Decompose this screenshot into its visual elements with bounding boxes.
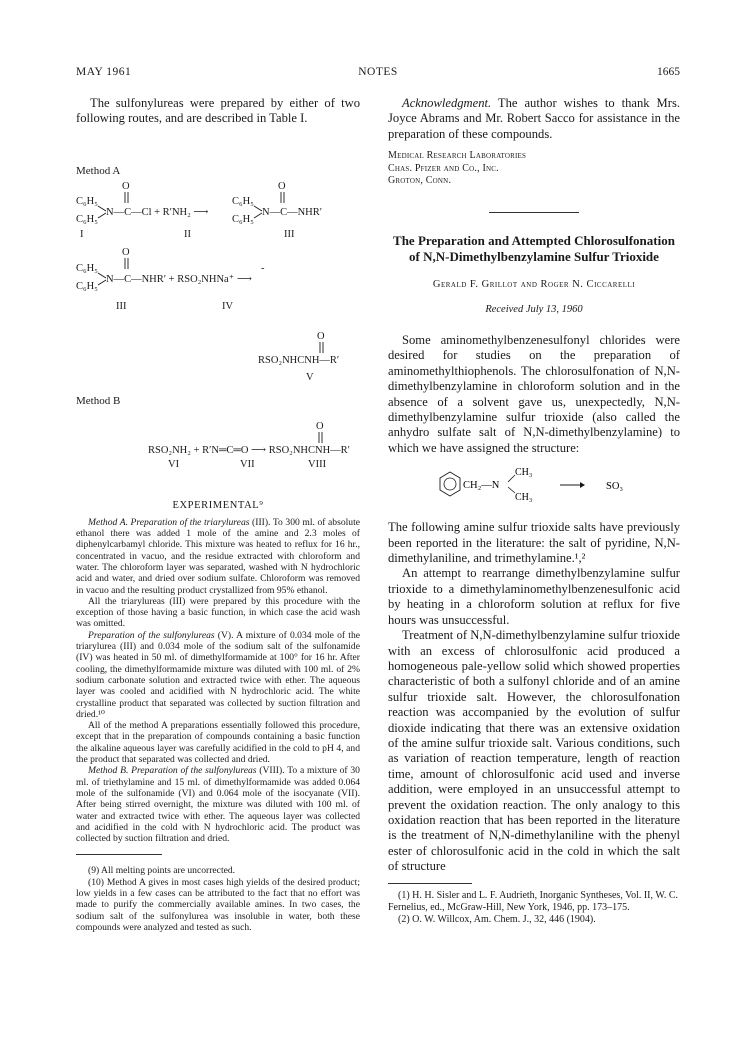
affiliation-line-2: Chas. Pfizer and Co., Inc. — [388, 162, 499, 174]
exp-sulfonylureas-title: Preparation of the sulfonylureas — [88, 629, 215, 641]
exp-method-b-text: (VIII). To a mixture of 30 ml. of triethylamine and 15 ml. of dimethylformamide was added 0.064 mole of the sulfonamide (VI) and 0.064 mole of the isocyanate (VII). After being stirred overnight, the mixture was diluted with 100 ml. of water and extracted twice with ether. The aqueous layer was collected and acidified in the cold with N hydrochloric acid. The product was collected by suction filtration and dried. — [76, 765, 360, 845]
exp-method-b-paragraph — [76, 765, 360, 844]
scheme-label-II: II — [184, 228, 191, 240]
acknowledgment-paragraph — [388, 96, 680, 142]
page-number: 1665 — [657, 66, 680, 78]
scheme-minus: - — [261, 262, 265, 274]
scheme-phenyl-1c: C₆H₅ — [232, 195, 254, 207]
scheme-label-VII: VII — [240, 458, 255, 470]
scheme-r1-reactants: N—C—Cl + R′NH₂ ⟶ — [106, 206, 209, 218]
experimental-heading: EXPERIMENTAL⁹ — [172, 499, 264, 511]
scheme-bond-1b — [98, 213, 106, 218]
acknowledgment-text: The author wishes to thank Mrs. Joyce Abrams and Mr. Robert Sacco for assistance in the preparation of these compounds. — [388, 96, 680, 141]
body-paragraph-4: Treatment of N,N-dimethylbenzylamine sulfur trioxide with an excess of chlorosulfonic acid produced a homogeneous pale-yellow solid which showed properties characteristic of both a sulfonyl chloride and of an amine sulfur trioxide salt. However, the chlorosulfonation reaction was accompanied by the evolution of sulfur dioxide indicating that there was an extensive oxidation of the amine sulfur trioxide salt. Various conditions, such as variation of reaction temperature, length of reaction time, amount of chlorosulfonic acid used and inverse addition, were employed in an unsuccessful attempt to prevent the oxidation reaction. The only analogy to this oxidation reaction that has been reported in the literature is the treatment of N,N-dimethylaniline with the phenyl ester of chlorosulfonic acid in the cold in which the salt of structure — [388, 628, 680, 874]
scheme-bond-1a — [98, 206, 106, 211]
scheme-r2-product: RSO₂NHCNH—R′ — [258, 354, 340, 366]
exp-method-a-note: All the triarylureas (III) were prepared by this procedure with the exception of those having a basic function, in which case the acid wash was omitted. — [76, 595, 360, 630]
scheme-label-V: V — [306, 371, 314, 383]
section-divider — [489, 212, 579, 213]
left-column — [76, 96, 360, 933]
structure-arrow-head — [580, 482, 585, 488]
scheme-label-VI: VI — [168, 458, 180, 470]
structure-diagram — [388, 460, 680, 516]
affiliation-block — [388, 150, 680, 188]
scheme-r1-product: N—C—NHR′ — [262, 206, 323, 218]
scheme-r2-reactants: N—C—NHR′ + RSO₂NHNa⁺ ⟶ — [106, 273, 252, 285]
structure-bond-down — [508, 487, 515, 493]
exp-sulfonylureas-text: (V). A mixture of 0.034 mole of the triarylurea (III) and 0.034 mole of the sodium salt of the sulfonamide (IV) was heated in 50 ml. of dimethylformamide at 100° for 16 hr. After cooling, the dimethylformamide mixture was diluted with 100 ml. of 2% sodium carbonate solution and extracted twice with ether. The aqueous layer was cooled and acidified with N hydrochloric acid. The white crystalline product that separated was collected by suction filtration and dried.¹⁰ — [76, 629, 360, 720]
header-section: NOTES — [358, 66, 398, 78]
footnote-1: (1) H. H. Sisler and L. F. Audrieth, Inorganic Syntheses, Vol. II, W. C. Fernelius, ed., McGraw-Hill, New York, 1946, pp. 173–175. — [388, 889, 679, 913]
footnote-2: (2) O. W. Willcox, Am. Chem. J., 32, 446 (1904). — [398, 914, 596, 925]
scheme-label-III-b: III — [116, 300, 127, 312]
scheme-r3: RSO₂NH₂ + R′N═C═O ⟶ RSO₂NHCNH—R′ — [148, 444, 350, 456]
affiliation-line-3: Groton, Conn. — [388, 175, 452, 187]
exp-sulfonylureas-paragraph — [76, 630, 360, 720]
exp-method-a-title: Method A. Preparation of the triarylureas — [88, 516, 250, 528]
affiliation-line-1: Medical Research Laboratories — [388, 150, 527, 162]
scheme-label-IV: IV — [222, 300, 234, 312]
intro-paragraph: The sulfonylureas were prepared by either of two following routes, and are described in Table I. — [76, 96, 360, 126]
scheme-bond-2a — [98, 273, 106, 278]
scheme-label-I: I — [80, 228, 84, 240]
scheme-phenyl-2b: C₆H₅ — [76, 280, 98, 292]
method-b-scheme — [76, 409, 360, 471]
header-date: MAY 1961 — [76, 66, 132, 78]
structure-ch3-bottom: CH₃ — [515, 492, 533, 504]
scheme-o-4: O — [317, 330, 325, 342]
method-b-label: Method B — [76, 394, 121, 407]
scheme-o-5: O — [316, 420, 324, 432]
scheme-phenyl-1b: C₆H₅ — [76, 213, 98, 225]
exp-method-a-paragraph — [76, 517, 360, 596]
exp-method-a-variation: All of the method A preparations essentially followed this procedure, except that in the preparation of compounds containing a basic function the alkaline aqueous layer was carefully acidified in the cold to pH 4, and the product that separated was collected and dried. — [76, 720, 360, 766]
scheme-label-III: III — [284, 228, 295, 240]
scheme-bond-2b — [98, 280, 106, 285]
scheme-phenyl-1a: C₆H₅ — [76, 195, 98, 207]
scheme-label-VIII: VIII — [308, 458, 327, 470]
benzene-ring — [440, 472, 460, 496]
structure-so3: SO₃ — [606, 481, 624, 493]
benzene-ring-circle — [444, 478, 456, 490]
structure-ch2n: CH₂—N — [463, 480, 500, 492]
method-a-scheme — [76, 177, 360, 327]
footnote-10: (10) Method A gives in most cases high yields of the desired product; low yields in a few cases can be attributed to the fact that no effort was made to purify the commercially available amines. In two cases, the sodium salt of the sulfonylurea was insoluble in water, both these compounds were analyzed and tested as such. — [76, 876, 360, 933]
footnote-9: (9) All melting points are uncorrected. — [88, 865, 236, 877]
method-a-scheme-product — [76, 328, 360, 386]
article-title: The Preparation and Attempted Chlorosulfonation of N,N-Dimethylbenzylamine Sulfur Trioxide — [393, 233, 675, 264]
right-column — [388, 96, 680, 926]
method-a-label: Method A — [76, 164, 121, 177]
scheme-o-2: O — [278, 180, 286, 192]
article-authors: Gerald F. Grillot and Roger N. Ciccarelli — [432, 279, 636, 290]
body-paragraph-3: An attempt to rearrange dimethylbenzylamine sulfur trioxide to a dimethylaminomethylbenzenesulfonic acid by heating in a chloroform solution at reflux for five hours was unsuccessful. — [388, 566, 680, 627]
scheme-bond-1d — [254, 213, 262, 218]
received-date: Received July 13, 1960 — [485, 304, 583, 315]
structure-ch3-top: CH₃ — [515, 467, 533, 479]
footnote-rule-right — [388, 883, 472, 884]
body-paragraph-1: Some aminomethylbenzenesulfonyl chlorides were desired for studies on the preparation of aminomethylthiophenols. The chlorosulfonation of N,N-dimethylbenzylamine in chloroform solution and in the absence of a solvent gave us, unexpectedly, N,N-dimethylbenzylamine sulfur trioxide (also called the anhydro sulfate salt of N,N-dimethylbenzylamine) to which we have assigned the structure: — [388, 333, 680, 455]
running-header — [76, 66, 680, 80]
exp-method-b-title: Method B. Preparation of the sulfonylureas — [88, 765, 257, 777]
scheme-phenyl-2a: C₆H₅ — [76, 262, 98, 274]
scheme-phenyl-1d: C₆H₅ — [232, 213, 254, 225]
structure-bond-up — [508, 475, 515, 482]
exp-method-a-text: (III). To 300 ml. of absolute ethanol there was added 1 mole of the amine and 2.3 moles of diphenylcarbamyl chloride. This mixture was heated to reflux for 16 hr., concentrated in vacuo, and the residue extracted with chloroform and water. The chloroform layer was separated, washed with N hydrochloric acid and water, and dried over sodium sulfate. Chloroform was removed in vacuo and the resulting product crystallized from 95% ethanol. — [76, 516, 360, 596]
scheme-o-3: O — [122, 246, 130, 258]
footnote-rule-left — [76, 854, 162, 855]
body-paragraph-2: The following amine sulfur trioxide salts have previously been reported in the literature: the salt of pyridine, N,N-dimethylaniline, and trimethylamine.¹,² — [388, 520, 680, 566]
acknowledgment-label: Acknowledgment. — [402, 96, 492, 110]
scheme-bond-1c — [254, 206, 262, 211]
scheme-o-1: O — [122, 180, 130, 192]
